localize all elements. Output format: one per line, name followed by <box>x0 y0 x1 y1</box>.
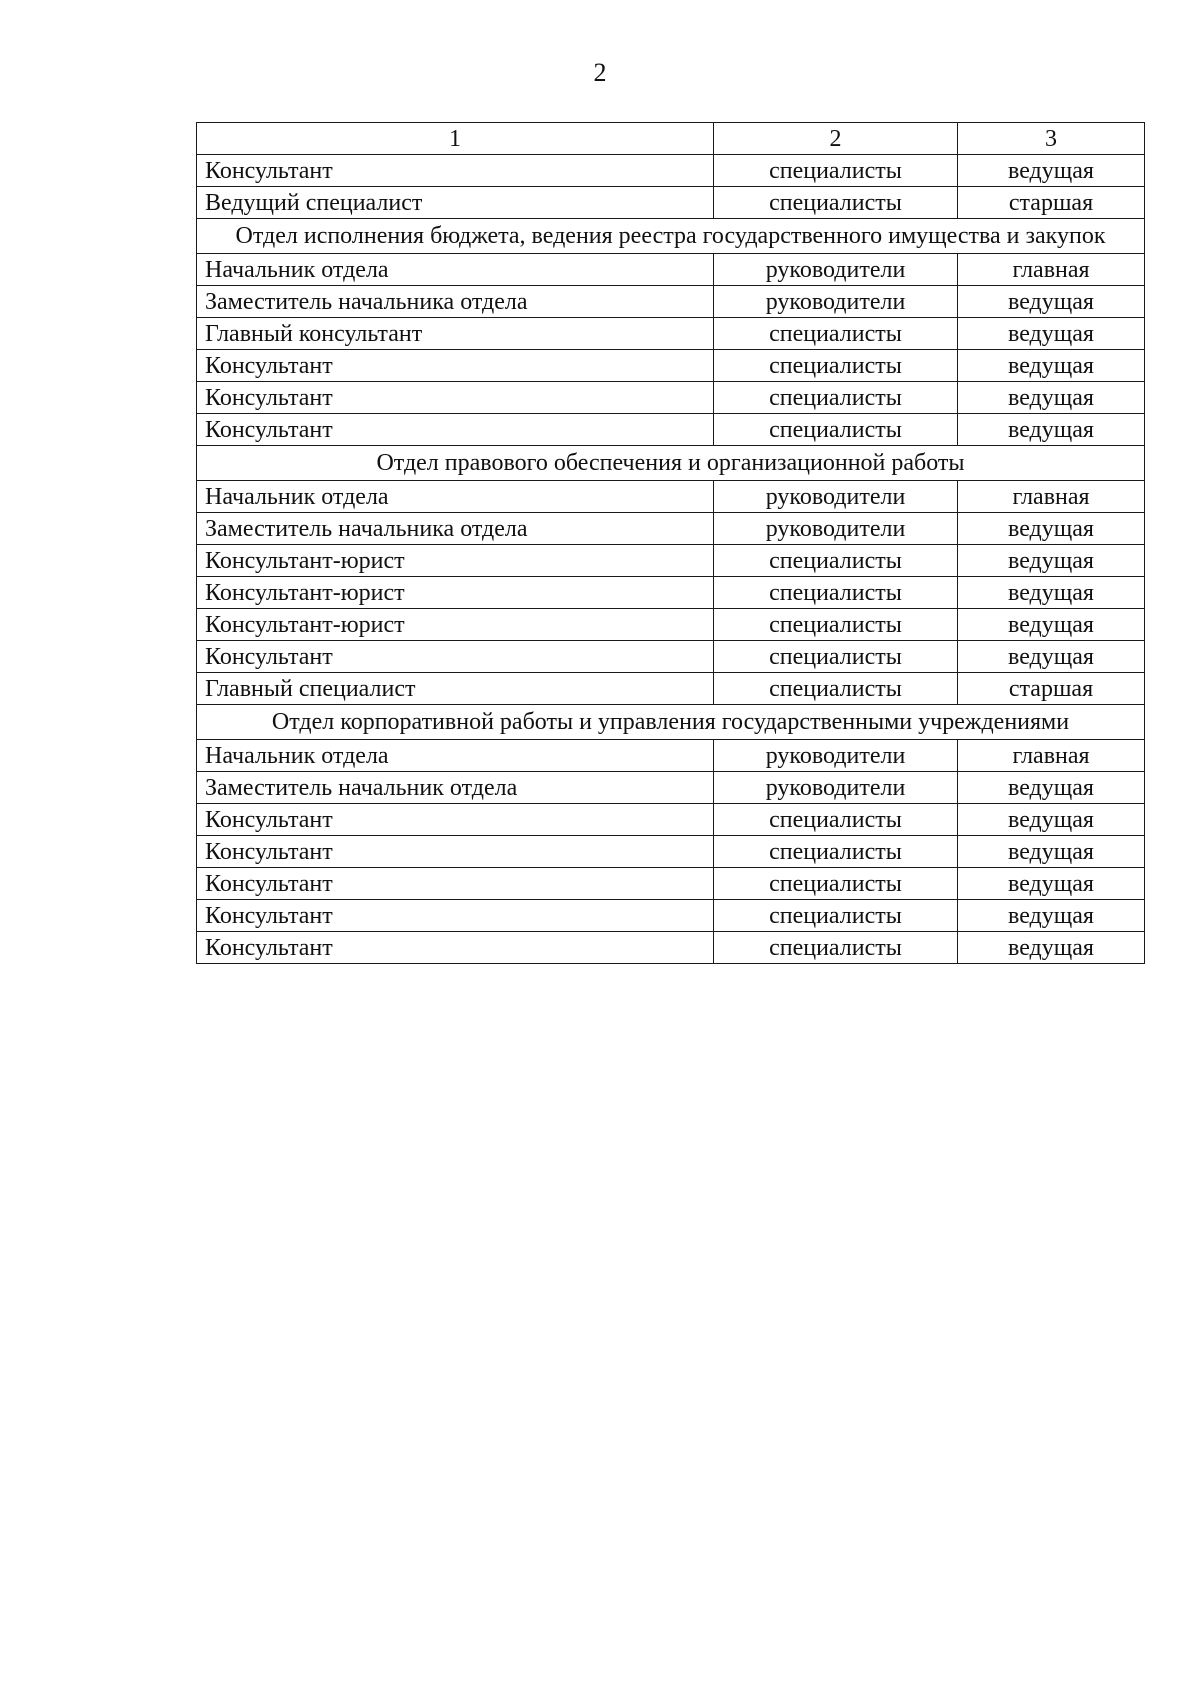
position-category: старшая <box>958 673 1145 705</box>
table-row <box>197 609 1145 641</box>
position-group: специалисты <box>714 641 958 673</box>
position-category: ведущая <box>958 382 1145 414</box>
position-title: Консультант-юрист <box>197 545 714 577</box>
table-row <box>197 155 1145 187</box>
position-group: специалисты <box>714 900 958 932</box>
position-category: ведущая <box>958 772 1145 804</box>
position-group: специалисты <box>714 414 958 446</box>
column-number-2: 2 <box>714 123 958 155</box>
table-row <box>197 545 1145 577</box>
position-group: специалисты <box>714 673 958 705</box>
position-group: специалисты <box>714 187 958 219</box>
position-category: ведущая <box>958 836 1145 868</box>
position-group: специалисты <box>714 382 958 414</box>
position-category: главная <box>958 481 1145 513</box>
position-category: старшая <box>958 187 1145 219</box>
column-number-3: 3 <box>958 123 1145 155</box>
position-group: специалисты <box>714 868 958 900</box>
position-group: руководители <box>714 740 958 772</box>
position-title: Начальник отдела <box>197 481 714 513</box>
position-category: ведущая <box>958 609 1145 641</box>
position-group: специалисты <box>714 836 958 868</box>
position-group: руководители <box>714 481 958 513</box>
section-title: Отдел корпоративной работы и управления государственными учреждениями <box>197 705 1145 740</box>
table-body <box>197 123 1145 964</box>
page-number: 2 <box>593 58 607 87</box>
table-row <box>197 641 1145 673</box>
position-group: руководители <box>714 513 958 545</box>
position-category: ведущая <box>958 513 1145 545</box>
table-row <box>197 382 1145 414</box>
position-title: Заместитель начальник отдела <box>197 772 714 804</box>
staff-positions-table <box>196 122 1145 964</box>
position-category: ведущая <box>958 286 1145 318</box>
position-group: специалисты <box>714 932 958 964</box>
table-row <box>197 836 1145 868</box>
position-group: руководители <box>714 254 958 286</box>
position-category: ведущая <box>958 414 1145 446</box>
position-group: специалисты <box>714 318 958 350</box>
position-title: Консультант <box>197 868 714 900</box>
table-row <box>197 481 1145 513</box>
table-row <box>197 513 1145 545</box>
table-row <box>197 350 1145 382</box>
position-title: Консультант <box>197 382 714 414</box>
section-heading-row <box>197 446 1145 481</box>
section-title: Отдел правового обеспечения и организационной работы <box>197 446 1145 481</box>
position-group: руководители <box>714 286 958 318</box>
table-header-row <box>197 123 1145 155</box>
position-title: Главный консультант <box>197 318 714 350</box>
position-title: Консультант <box>197 836 714 868</box>
table-row <box>197 187 1145 219</box>
position-title: Консультант-юрист <box>197 577 714 609</box>
table-row <box>197 286 1145 318</box>
position-title: Консультант-юрист <box>197 609 714 641</box>
position-category: ведущая <box>958 804 1145 836</box>
position-title: Консультант <box>197 932 714 964</box>
position-title: Заместитель начальника отдела <box>197 286 714 318</box>
position-title: Консультант <box>197 350 714 382</box>
position-group: специалисты <box>714 609 958 641</box>
table-row <box>197 772 1145 804</box>
table-row <box>197 868 1145 900</box>
position-category: ведущая <box>958 932 1145 964</box>
position-title: Консультант <box>197 155 714 187</box>
position-category: главная <box>958 740 1145 772</box>
position-group: специалисты <box>714 577 958 609</box>
position-group: специалисты <box>714 804 958 836</box>
position-category: ведущая <box>958 318 1145 350</box>
position-group: специалисты <box>714 350 958 382</box>
position-title: Начальник отдела <box>197 254 714 286</box>
table-row <box>197 673 1145 705</box>
position-category: ведущая <box>958 577 1145 609</box>
position-title: Консультант <box>197 900 714 932</box>
table-row <box>197 740 1145 772</box>
position-group: специалисты <box>714 155 958 187</box>
position-category: ведущая <box>958 641 1145 673</box>
column-number-1: 1 <box>197 123 714 155</box>
section-heading-row <box>197 219 1145 254</box>
position-title: Ведущий специалист <box>197 187 714 219</box>
position-category: ведущая <box>958 545 1145 577</box>
table-row <box>197 932 1145 964</box>
position-title: Главный специалист <box>197 673 714 705</box>
position-category: главная <box>958 254 1145 286</box>
position-title: Заместитель начальника отдела <box>197 513 714 545</box>
position-category: ведущая <box>958 155 1145 187</box>
table-row <box>197 804 1145 836</box>
table-row <box>197 414 1145 446</box>
position-category: ведущая <box>958 350 1145 382</box>
position-title: Консультант <box>197 641 714 673</box>
table-row <box>197 254 1145 286</box>
table-row <box>197 577 1145 609</box>
section-heading-row <box>197 705 1145 740</box>
position-title: Консультант <box>197 414 714 446</box>
position-group: руководители <box>714 772 958 804</box>
position-title: Начальник отдела <box>197 740 714 772</box>
position-group: специалисты <box>714 545 958 577</box>
position-category: ведущая <box>958 900 1145 932</box>
table-row <box>197 900 1145 932</box>
position-title: Консультант <box>197 804 714 836</box>
table-row <box>197 318 1145 350</box>
position-category: ведущая <box>958 868 1145 900</box>
section-title: Отдел исполнения бюджета, ведения реестра государственного имущества и закупок <box>197 219 1145 254</box>
